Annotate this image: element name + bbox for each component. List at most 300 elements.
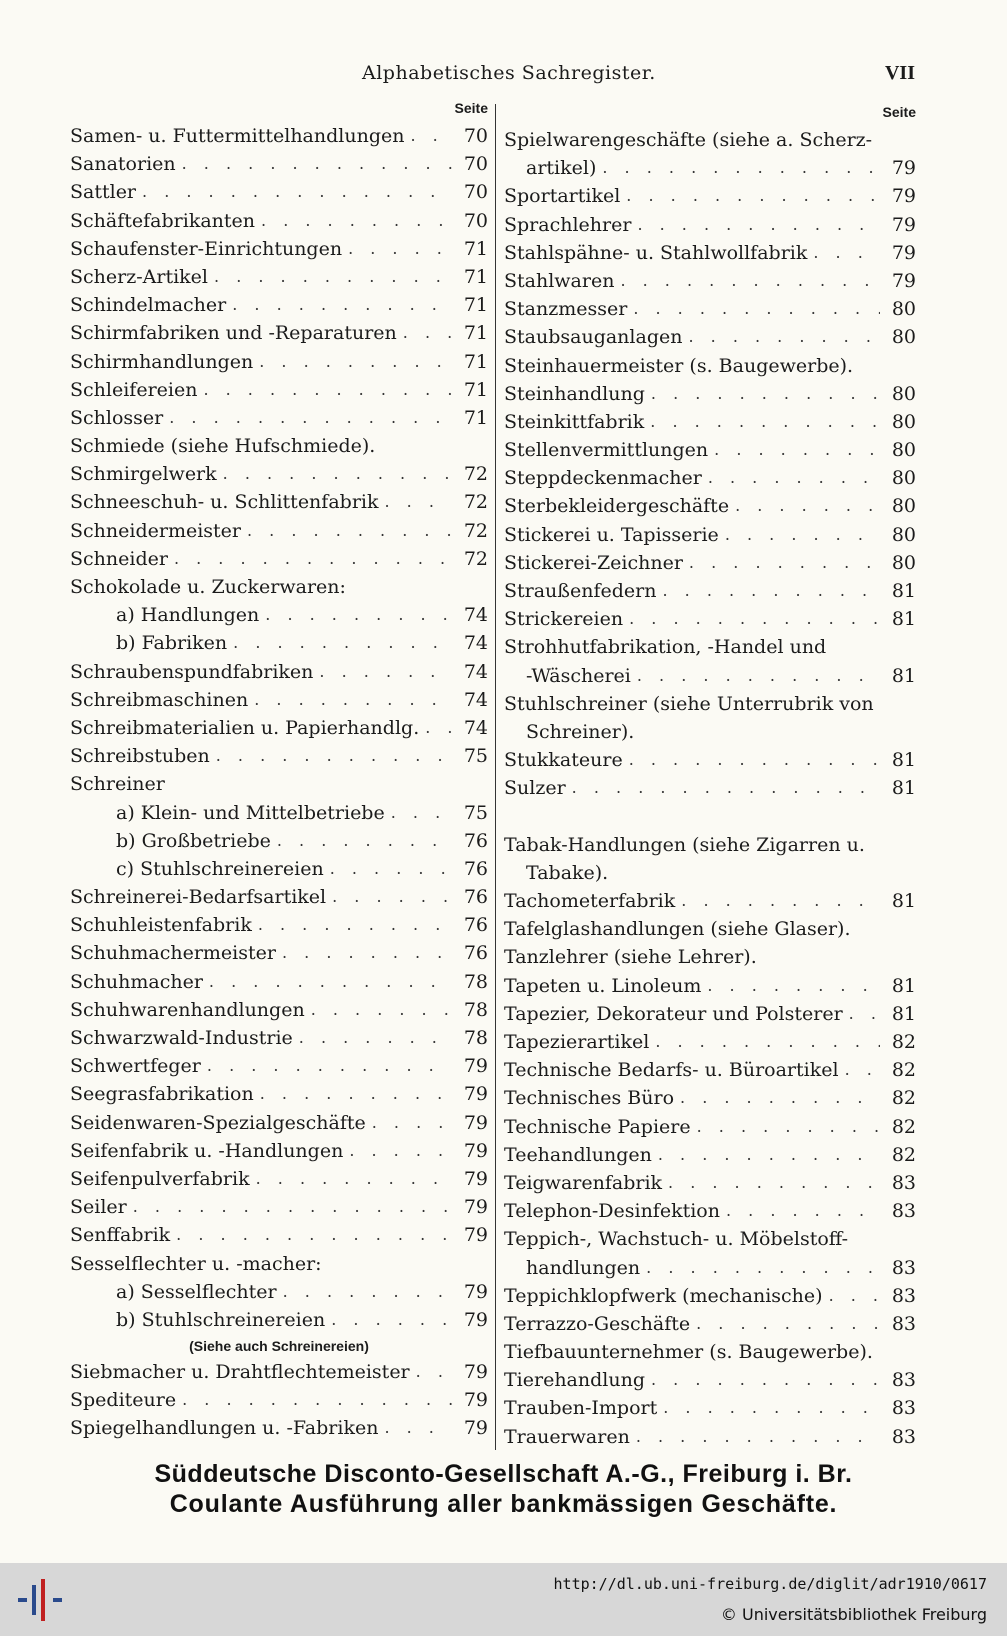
- entry-page-number: 72: [463, 491, 488, 514]
- index-entry: [504, 803, 916, 831]
- entry-page-number: 80: [891, 382, 916, 405]
- entry-label: a) Klein- und Mittelbetriebe: [116, 801, 385, 824]
- entry-label: Schraubenspundfabriken: [70, 660, 314, 683]
- index-entry: [504, 408, 916, 436]
- leader-dots: [385, 799, 452, 827]
- entry-label: Seegrasfabrikation: [70, 1083, 254, 1106]
- index-entry: [70, 348, 488, 376]
- entry-label: Schwarzwald-Industrie: [70, 1027, 293, 1049]
- leader-dots: [419, 714, 452, 742]
- index-entry: [70, 1250, 488, 1278]
- leader-dots: [397, 319, 452, 347]
- entry-page-number: 81: [891, 664, 916, 687]
- index-entry: [504, 464, 916, 492]
- index-entry: [70, 1386, 488, 1414]
- entry-page-number: 71: [463, 294, 488, 317]
- entry-page-number: 75: [463, 801, 488, 824]
- leader-dots: [217, 460, 452, 488]
- leader-dots: [379, 488, 453, 516]
- seite-label: Seite: [454, 100, 488, 116]
- leader-dots: [252, 911, 452, 939]
- index-entry: [504, 1141, 916, 1169]
- entry-label: Staubsauganlagen: [504, 326, 683, 349]
- index-entry: [504, 1254, 916, 1282]
- leader-dots: [201, 1052, 452, 1080]
- entry-page-number: [880, 1225, 916, 1253]
- entry-label: Sprachlehrer: [504, 213, 632, 236]
- leader-dots: [259, 601, 452, 629]
- entry-page-number: 81: [891, 777, 916, 800]
- index-entry: [70, 207, 488, 235]
- leader-dots: [682, 323, 880, 351]
- entry-page-number: 79: [463, 1196, 488, 1219]
- index-entry: [70, 1334, 488, 1358]
- column-divider: [495, 104, 496, 1450]
- entry-label: Schleifereien: [70, 378, 198, 401]
- entry-page-number: 76: [463, 886, 488, 909]
- entry-label: Steppdeckenmacher: [504, 467, 702, 490]
- entry-label: Trauerwaren: [504, 1425, 630, 1448]
- leader-dots: [630, 1423, 880, 1451]
- entry-page-number: 83: [891, 1171, 916, 1194]
- entry-page-number: 79: [463, 1389, 488, 1412]
- index-entry: [70, 122, 488, 150]
- entry-label: Steinkittfabrik: [504, 410, 645, 433]
- entry-page-number: 71: [463, 322, 488, 345]
- leader-dots: [136, 178, 452, 206]
- entry-page-number: 70: [463, 181, 488, 204]
- entry-label: Tierehandlung: [504, 1369, 645, 1392]
- entry-page-number: 81: [891, 1002, 916, 1025]
- index-entry: [70, 1080, 488, 1108]
- index-entry: [70, 432, 488, 460]
- index-entry: [504, 577, 916, 605]
- index-entry: [70, 996, 488, 1024]
- index-entry: [70, 855, 488, 883]
- entry-label: (Siehe auch Schreinereien): [189, 1338, 369, 1355]
- index-entry: [70, 404, 488, 432]
- index-entry: [70, 968, 488, 996]
- entry-page-number: [880, 859, 916, 887]
- entry-label: handlungen: [526, 1256, 641, 1279]
- entry-page-number: 82: [891, 1143, 916, 1166]
- entry-page-number: [880, 915, 916, 943]
- entry-page-number: 70: [463, 153, 488, 176]
- entry-page-number: 79: [891, 213, 916, 236]
- entry-label: Samen- u. Futtermittelhandlungen: [70, 125, 405, 147]
- entry-label: Schneider: [70, 547, 168, 570]
- index-entry: [70, 742, 488, 770]
- leader-dots: [649, 1028, 880, 1056]
- leader-dots: [640, 1254, 880, 1282]
- page-title: Alphabetisches Sachregister.: [362, 62, 656, 84]
- leader-dots: [343, 1137, 452, 1165]
- leader-dots: [127, 1193, 452, 1221]
- entry-label: Strickereien: [504, 608, 624, 631]
- leader-dots: [248, 686, 452, 714]
- entry-label: Technische Bedarfs- u. Büroartikel: [504, 1059, 839, 1082]
- viewer-footer-bar: [0, 1563, 1007, 1636]
- index-entry: [504, 972, 916, 1000]
- leader-dots: [250, 1165, 452, 1193]
- entry-label: Technisches Büro: [504, 1087, 675, 1110]
- index-entry: [504, 295, 916, 323]
- index-entry: [504, 690, 916, 718]
- index-entry: [504, 1000, 916, 1028]
- leader-dots: [277, 1278, 452, 1306]
- index-entry: [70, 573, 488, 601]
- leader-dots: [378, 1414, 452, 1442]
- entry-label: Seifenpulverfabrik: [70, 1167, 250, 1190]
- index-entry: [504, 915, 916, 943]
- entry-page-number: 80: [891, 467, 916, 490]
- index-entry: [504, 1056, 916, 1084]
- index-entry: [70, 376, 488, 404]
- entry-label: Schneeschuh- u. Schlittenfabrik: [70, 491, 379, 514]
- index-entry: [504, 436, 916, 464]
- entry-label: Schindelmacher: [70, 294, 227, 317]
- index-entry: [504, 492, 916, 520]
- index-entry: [70, 1193, 488, 1221]
- entry-label: a) Handlungen: [116, 604, 260, 627]
- leader-dots: [305, 996, 452, 1024]
- index-entry: [504, 859, 916, 887]
- source-url-link[interactable]: http://dl.ub.uni-freiburg.de/diglit/adr1910/0617: [553, 1575, 987, 1593]
- advertisement-line-1: Süddeutsche Disconto-Gesellschaft A.-G., Freiburg i. Br.: [154, 1460, 853, 1488]
- entry-page-number: [880, 690, 916, 718]
- leader-dots: [253, 348, 452, 376]
- entry-page-number: 79: [891, 157, 916, 180]
- entry-page-number: 82: [891, 1087, 916, 1110]
- entry-label: Sattler: [70, 181, 137, 204]
- leader-dots: [839, 1056, 880, 1084]
- entry-label: Spielwarengeschäfte (siehe a. Scherz-: [504, 129, 873, 151]
- entry-label: Spediteure: [70, 1389, 177, 1412]
- entry-page-number: 71: [463, 378, 488, 401]
- entry-label: Stanzmesser: [504, 298, 628, 321]
- entry-page-number: 81: [891, 580, 916, 602]
- leader-dots: [170, 1221, 452, 1249]
- entry-page-number: 71: [463, 237, 488, 260]
- entry-page-number: 79: [463, 1139, 488, 1162]
- index-entry: [504, 182, 916, 210]
- leader-dots: [324, 855, 452, 883]
- index-entry: [70, 883, 488, 911]
- entry-label: Tabake).: [526, 861, 609, 884]
- leader-dots: [644, 408, 880, 436]
- entry-page-number: 72: [463, 519, 488, 542]
- index-entry: [70, 658, 488, 686]
- index-entry: [70, 686, 488, 714]
- entry-page-number: 76: [463, 914, 488, 937]
- entry-label: Schreinerei-Bedarfsartikel: [70, 886, 327, 909]
- entry-page-number: 79: [463, 1167, 488, 1190]
- entry-page-number: [880, 633, 916, 661]
- entry-label: Terrazzo-Geschäfte: [504, 1312, 691, 1335]
- leader-dots: [656, 577, 880, 605]
- entry-label: Teppich-, Wachstuch- u. Möbelstoff-: [504, 1228, 849, 1251]
- index-entry: [504, 239, 916, 267]
- index-entry: [70, 1414, 488, 1442]
- entry-page-number: 74: [463, 660, 488, 683]
- index-entry: [504, 662, 916, 690]
- leader-dots: [719, 521, 880, 549]
- entry-page-number: 82: [891, 1059, 916, 1082]
- index-entry: [504, 887, 916, 915]
- seite-label: Seite: [882, 104, 916, 120]
- entry-label: Tafelglashandlungen (siehe Glaser).: [504, 918, 851, 941]
- entry-page-number: [452, 432, 488, 460]
- index-entry: [70, 460, 488, 488]
- index-entry: [70, 1137, 488, 1165]
- index-entry: [504, 1423, 916, 1451]
- leader-dots: [208, 263, 452, 291]
- leader-dots: [254, 1080, 452, 1108]
- entry-page-number: [452, 1250, 488, 1278]
- leader-dots: [823, 1282, 880, 1310]
- entry-page-number: 79: [891, 269, 916, 292]
- entry-page-number: 70: [463, 125, 488, 147]
- leader-dots: [675, 887, 880, 915]
- index-entry: [504, 380, 916, 408]
- index-entry: [504, 154, 916, 182]
- entry-label: Steinhauermeister (s. Baugewerbe).: [504, 354, 854, 377]
- entry-page-number: 72: [463, 547, 488, 570]
- entry-label: Tabak-Handlungen (siehe Zigarren u.: [504, 833, 865, 856]
- entry-page-number: [880, 831, 916, 859]
- leader-dots: [313, 658, 452, 686]
- entry-page-number: 76: [463, 829, 488, 852]
- index-entry: [504, 1028, 916, 1056]
- leader-dots: [623, 605, 880, 633]
- entry-page-number: [880, 126, 916, 154]
- leader-dots: [163, 404, 452, 432]
- leader-dots: [226, 291, 452, 319]
- leader-dots: [404, 122, 452, 150]
- entry-label: Schmirgelwerk: [70, 463, 217, 486]
- entry-label: Stahlspähne- u. Stahlwollfabrik: [504, 241, 808, 264]
- leader-dots: [690, 1310, 880, 1338]
- index-entry: [70, 319, 488, 347]
- leader-dots: [623, 746, 880, 774]
- copyright-text: © Universitätsbibliothek Freiburg: [720, 1605, 987, 1624]
- entry-page-number: 80: [891, 551, 916, 574]
- entry-page-number: 82: [891, 1115, 916, 1138]
- leader-dots: [701, 972, 880, 1000]
- entry-page-number: 80: [891, 326, 916, 349]
- entry-page-number: 81: [891, 974, 916, 997]
- entry-label: Sportartikel: [504, 185, 621, 208]
- index-list-left: [70, 122, 488, 1443]
- entry-label: Stellenvermittlungen: [504, 439, 709, 462]
- index-entry: [70, 770, 488, 798]
- entry-label: Schuhwarenhandlungen: [70, 998, 305, 1021]
- entry-label: Schreiner).: [526, 720, 635, 743]
- index-entry: [504, 774, 916, 802]
- entry-label: a) Sesselflechter: [116, 1280, 277, 1303]
- entry-page-number: [880, 803, 916, 831]
- entry-page-number: 71: [463, 350, 488, 373]
- entry-page-number: [880, 718, 916, 746]
- page-header: [0, 62, 1007, 92]
- entry-label: Schreiner: [70, 773, 165, 796]
- leader-dots: [674, 1084, 880, 1112]
- entry-page-number: 79: [891, 241, 916, 264]
- index-entry: [70, 1278, 488, 1306]
- entry-label: Schmiede (siehe Hufschmiede).: [70, 435, 376, 458]
- entry-label: Sulzer: [504, 777, 566, 800]
- leader-dots: [657, 1394, 880, 1422]
- entry-page-number: 80: [891, 495, 916, 518]
- leader-dots: [176, 150, 452, 178]
- index-column-left: [70, 100, 488, 1443]
- index-entry: [504, 1169, 916, 1197]
- entry-page-number: 81: [891, 608, 916, 631]
- advertisement-line-2: Coulante Ausführung aller bankmässigen Geschäfte.: [169, 1490, 838, 1518]
- index-entry: [504, 831, 916, 859]
- index-entry: [70, 911, 488, 939]
- index-column-right: [504, 100, 916, 1451]
- leader-dots: [662, 1169, 880, 1197]
- index-entry: [70, 178, 488, 206]
- entry-page-number: 81: [891, 749, 916, 772]
- entry-page-number: 79: [891, 185, 916, 208]
- leader-dots: [645, 1366, 880, 1394]
- index-entry: [70, 1024, 488, 1052]
- entry-page-number: 79: [463, 1083, 488, 1106]
- entry-page-number: 76: [463, 942, 488, 965]
- index-entry: [70, 235, 488, 263]
- entry-page-number: 80: [891, 298, 916, 321]
- leader-dots: [293, 1024, 452, 1052]
- entry-label: Trauben-Import: [504, 1397, 658, 1420]
- entry-page-number: 78: [463, 998, 488, 1021]
- entry-label: Stickerei u. Tapisserie: [504, 523, 719, 546]
- index-entry: [504, 1394, 916, 1422]
- leader-dots: [720, 1197, 880, 1225]
- entry-label: Tapezierartikel: [504, 1031, 650, 1053]
- entry-label: Siebmacher u. Drahtflechtemeister: [70, 1361, 410, 1384]
- entry-label: Tapeten u. Linoleum: [504, 974, 702, 997]
- entry-page-number: [880, 352, 916, 380]
- entry-label: Teehandlungen: [504, 1143, 652, 1166]
- entry-label: Schirmfabriken und -Reparaturen: [70, 322, 397, 345]
- leader-dots: [342, 235, 452, 263]
- leader-dots: [366, 1109, 452, 1137]
- index-entry: [70, 263, 488, 291]
- entry-label: Stuhlschreiner (siehe Unterrubrik von: [504, 692, 874, 715]
- entry-label: b) Fabriken: [116, 632, 228, 655]
- leader-dots: [683, 549, 880, 577]
- leader-dots: [241, 517, 452, 545]
- leader-dots: [620, 182, 880, 210]
- entry-page-number: 80: [891, 439, 916, 462]
- leader-dots: [271, 827, 452, 855]
- entry-label: Seiler: [70, 1196, 127, 1219]
- index-entry: [504, 352, 916, 380]
- entry-page-number: 80: [891, 523, 916, 546]
- entry-page-number: [880, 943, 916, 971]
- entry-label: Stickerei-Zeichner: [504, 551, 683, 574]
- entry-label: Senffabrik: [70, 1224, 171, 1247]
- entry-page-number: 79: [463, 1417, 488, 1440]
- leader-dots: [168, 545, 452, 573]
- entry-page-number: 83: [891, 1312, 916, 1335]
- index-list-right: [504, 126, 916, 1451]
- entry-page-number: 79: [463, 1111, 488, 1134]
- entry-page-number: [452, 770, 488, 798]
- index-entry: [504, 746, 916, 774]
- leader-dots: [255, 207, 452, 235]
- leader-dots: [227, 629, 452, 657]
- entry-page-number: 74: [463, 604, 488, 627]
- entry-label: Schuhmacher: [70, 970, 203, 993]
- page-number: VII: [884, 62, 915, 84]
- entry-label: Tiefbauunternehmer (s. Baugewerbe).: [504, 1341, 873, 1364]
- entry-label: Schuhmachermeister: [70, 942, 276, 965]
- index-entry: [70, 629, 488, 657]
- entry-label: Stahlwaren: [504, 269, 615, 292]
- entry-label: Stukkateure: [504, 749, 623, 772]
- ub-freiburg-logo-icon: [18, 1579, 62, 1621]
- entry-page-number: [452, 573, 488, 601]
- entry-label: Scherz-Artikel: [70, 265, 209, 288]
- entry-page-number: 79: [463, 1055, 488, 1078]
- entry-page-number: 80: [891, 410, 916, 433]
- index-entry: [504, 1084, 916, 1112]
- index-entry: [504, 323, 916, 351]
- index-entry: [70, 1306, 488, 1334]
- entry-page-number: 83: [891, 1200, 916, 1223]
- entry-label: Schreibstuben: [70, 745, 210, 768]
- index-entry: [504, 126, 916, 154]
- entry-label: Strohhutfabrikation, -Handel und: [504, 636, 827, 659]
- entry-label: Schuhleistenfabrik: [70, 914, 252, 937]
- entry-page-number: 82: [891, 1031, 916, 1053]
- index-entry: [504, 1113, 916, 1141]
- index-entry: [504, 1282, 916, 1310]
- entry-page-number: 81: [891, 890, 916, 913]
- index-entry: [70, 601, 488, 629]
- entry-page-number: 75: [463, 745, 488, 768]
- leader-dots: [691, 1113, 880, 1141]
- entry-label: Seifenfabrik u. -Handlungen: [70, 1139, 344, 1162]
- index-entry: [70, 799, 488, 827]
- entry-page-number: 78: [463, 1027, 488, 1049]
- entry-page-number: 78: [463, 970, 488, 993]
- leader-dots: [210, 742, 452, 770]
- leader-dots: [843, 1000, 880, 1028]
- leader-dots: [566, 774, 880, 802]
- entry-page-number: 79: [463, 1361, 488, 1384]
- index-entry: [70, 488, 488, 516]
- index-entry: [504, 549, 916, 577]
- entry-page-number: 79: [463, 1224, 488, 1247]
- entry-label: Schreibmaschinen: [70, 688, 249, 711]
- index-entry: [70, 1358, 488, 1386]
- entry-label: c) Stuhlschreinereien: [116, 857, 324, 880]
- index-entry: [70, 1109, 488, 1137]
- entry-label: artikel): [526, 157, 597, 180]
- entry-page-number: 76: [463, 857, 488, 880]
- entry-page-number: 79: [463, 1308, 488, 1331]
- leader-dots: [176, 1386, 452, 1414]
- entry-page-number: 71: [463, 265, 488, 288]
- entry-label: Schokolade u. Zuckerwaren:: [70, 576, 346, 598]
- index-entry: [504, 718, 916, 746]
- entry-label: Tachometerfabrik: [504, 890, 676, 913]
- entry-label: Schaufenster-Einrichtungen: [70, 237, 343, 260]
